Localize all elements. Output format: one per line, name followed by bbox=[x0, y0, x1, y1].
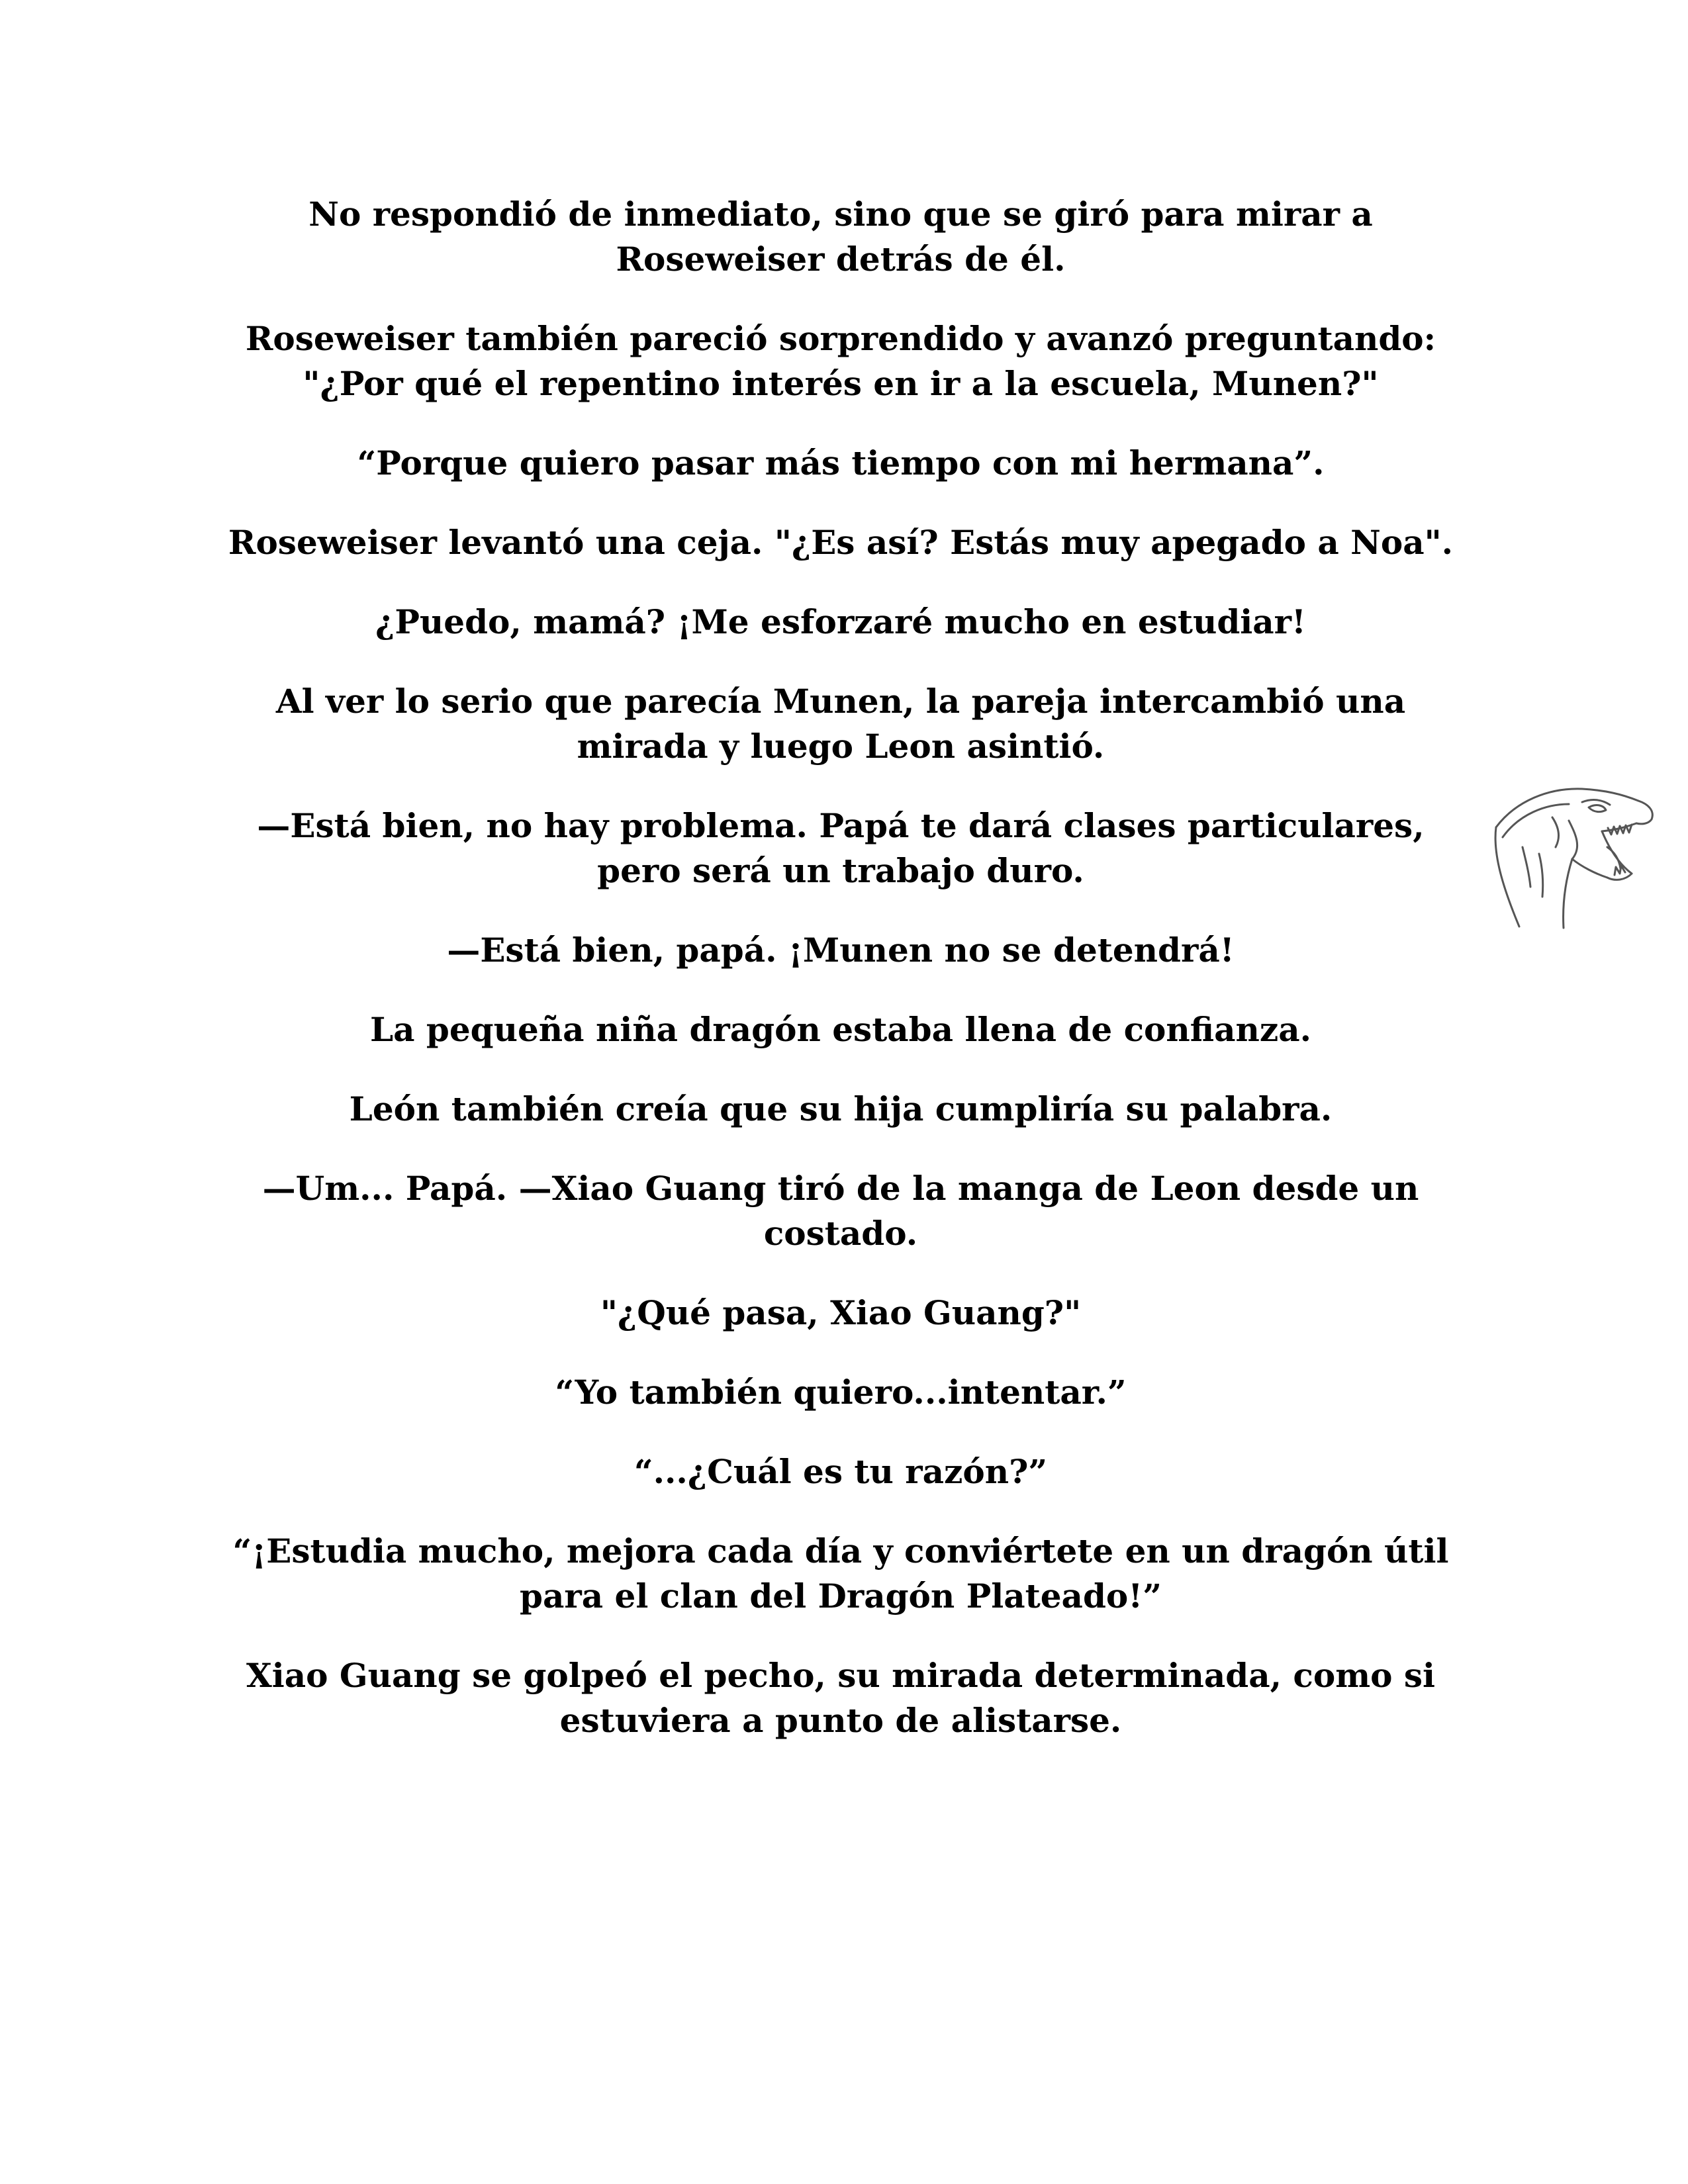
paragraph-7: —Está bien, no hay problema. Papá te dará clases particulares, pero será un trabajo duro. bbox=[257, 806, 1425, 890]
paragraph-16: Xiao Guang se golpeó el pecho, su mirada determinada, como si estuviera a punto de alistarse. bbox=[246, 1656, 1436, 1740]
paragraph-10: León también creía que su hija cumpliría su palabra. bbox=[349, 1089, 1333, 1128]
dinosaur-sketch-icon bbox=[1489, 774, 1662, 930]
paragraph-5: ¿Puedo, mamá? ¡Me esforzaré mucho en estudiar! bbox=[375, 602, 1306, 641]
paragraph-6: Al ver lo serio que parecía Munen, la pareja intercambió una mirada y luego Leon asintió. bbox=[275, 682, 1406, 766]
paragraph-11: —Um... Papá. —Xiao Guang tiró de la manga de Leon desde un costado. bbox=[262, 1169, 1419, 1253]
story-text bbox=[225, 192, 1456, 1778]
paragraph-9: La pequeña niña dragón estaba llena de confianza. bbox=[369, 1010, 1312, 1049]
paragraph-2: Roseweiser también pareció sorprendido y avanzó preguntando: "¿Por qué el repentino interés en ir a la escuela, Munen?" bbox=[245, 319, 1436, 403]
paragraph-8: —Está bien, papá. ¡Munen no se detendrá! bbox=[447, 931, 1235, 970]
paragraph-4: Roseweiser levantó una ceja. "¿Es así? Estás muy apegado a Noa". bbox=[228, 523, 1454, 562]
paragraph-15: “¡Estudia mucho, mejora cada día y conviértete en un dragón útil para el clan del Dragón Plateado!” bbox=[232, 1531, 1449, 1615]
paragraph-14: “...¿Cuál es tu razón?” bbox=[633, 1452, 1048, 1491]
paragraph-3: “Porque quiero pasar más tiempo con mi hermana”. bbox=[357, 443, 1325, 482]
paragraph-12: "¿Qué pasa, Xiao Guang?" bbox=[600, 1293, 1082, 1332]
paragraph-13: “Yo también quiero...intentar.” bbox=[555, 1373, 1127, 1412]
paragraph-1: No respondió de inmediato, sino que se giró para mirar a Roseweiser detrás de él. bbox=[308, 195, 1373, 279]
